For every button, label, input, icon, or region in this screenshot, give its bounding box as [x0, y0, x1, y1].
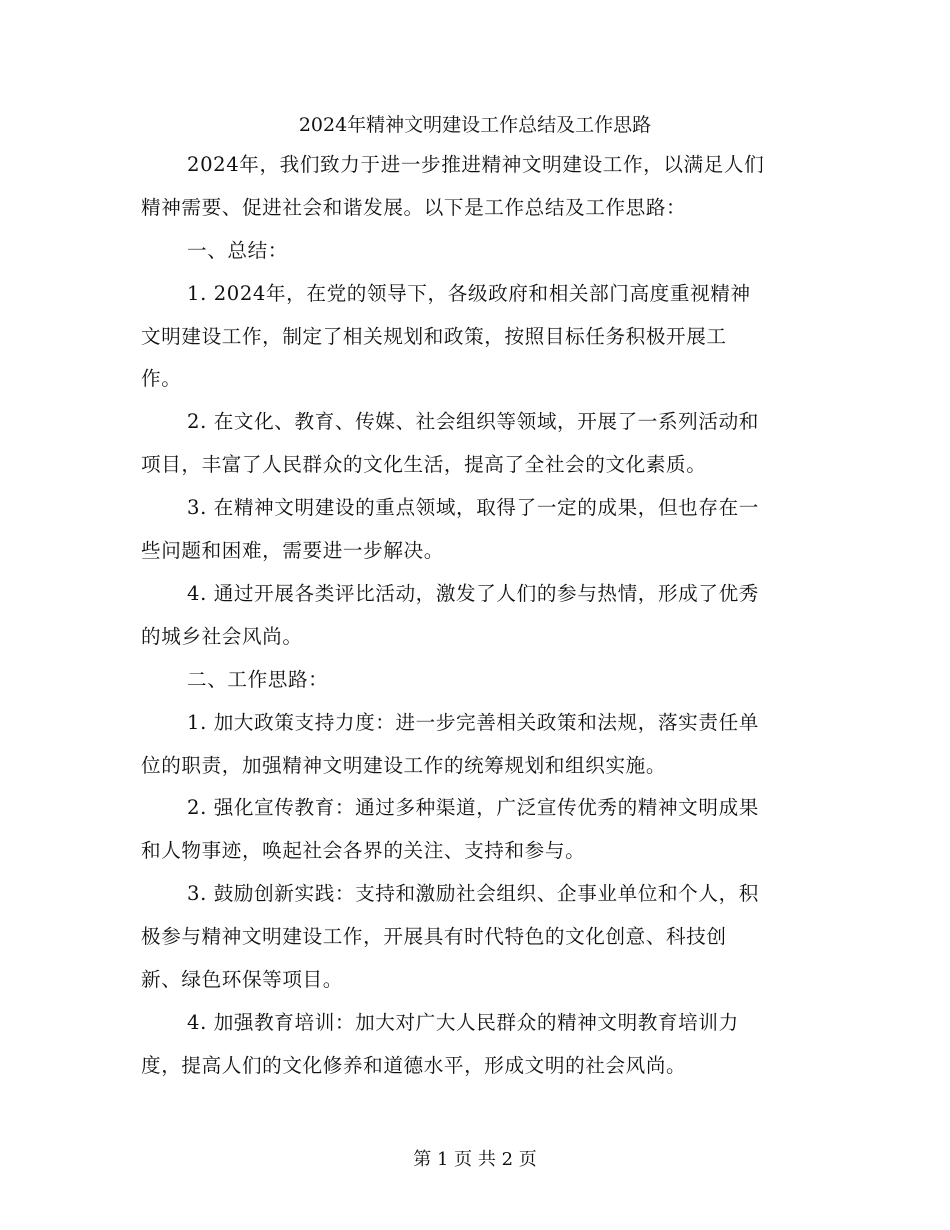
plan-item-1-line-1: 1. 加大政策支持力度：进一步完善相关政策和法规，落实责任单 [187, 711, 759, 734]
plan-item-2-line-2: 和人物事迹，唤起社会各界的关注、支持和参与。 [141, 839, 586, 862]
plan-item-3-line-1: 3. 鼓励创新实践：支持和激励社会组织、企事业单位和个人，积 [187, 882, 759, 905]
intro-line-2: 精神需要、促进社会和谐发展。以下是工作总结及工作思路： [141, 196, 687, 219]
plan-item-3-line-3: 新、绿色环保等项目。 [141, 968, 343, 991]
summary-item-2-line-2: 项目，丰富了人民群众的文化生活，提高了全社会的文化素质。 [141, 453, 707, 476]
summary-item-1-line-1: 1. 2024年，在党的领导下，各级政府和相关部门高度重视精神 [187, 282, 751, 305]
summary-item-2-line-1: 2. 在文化、教育、传媒、社会组织等领域，开展了一系列活动和 [187, 410, 759, 433]
plan-item-3-line-2: 极参与精神文明建设工作，开展具有时代特色的文化创意、科技创 [141, 925, 727, 948]
intro-line-1: 2024年，我们致力于进一步推进精神文明建设工作，以满足人们 [187, 153, 765, 176]
summary-item-3-line-2: 些问题和困难，需要进一步解决。 [141, 539, 444, 562]
summary-item-3-line-1: 3. 在精神文明建设的重点领域，取得了一定的成果，但也存在一 [187, 496, 759, 519]
plan-item-4-line-1: 4. 加强教育培训：加大对广大人民群众的精神文明教育培训力 [187, 1011, 739, 1034]
document-title: 2024年精神文明建设工作总结及工作思路 [298, 114, 652, 136]
page-footer: 第 1 页 共 2 页 [413, 1149, 537, 1170]
summary-item-4-line-2: 的城乡社会风尚。 [141, 625, 303, 648]
summary-item-1-line-2: 文明建设工作，制定了相关规划和政策，按照目标任务积极开展工 [141, 325, 727, 348]
plan-item-4-line-2: 度，提高人们的文化修养和道德水平，形成文明的社会风尚。 [141, 1054, 687, 1077]
plan-item-2-line-1: 2. 强化宣传教育：通过多种渠道，广泛宣传优秀的精神文明成果 [187, 796, 759, 819]
summary-item-4-line-1: 4. 通过开展各类评比活动，激发了人们的参与热情，形成了优秀 [187, 582, 759, 605]
section-heading-work-plan: 二、工作思路： [187, 668, 329, 691]
summary-item-1-line-3: 作。 [141, 367, 182, 390]
plan-item-1-line-2: 位的职责，加强精神文明建设工作的统筹规划和组织实施。 [141, 754, 667, 777]
section-heading-summary: 一、总结： [187, 239, 288, 262]
